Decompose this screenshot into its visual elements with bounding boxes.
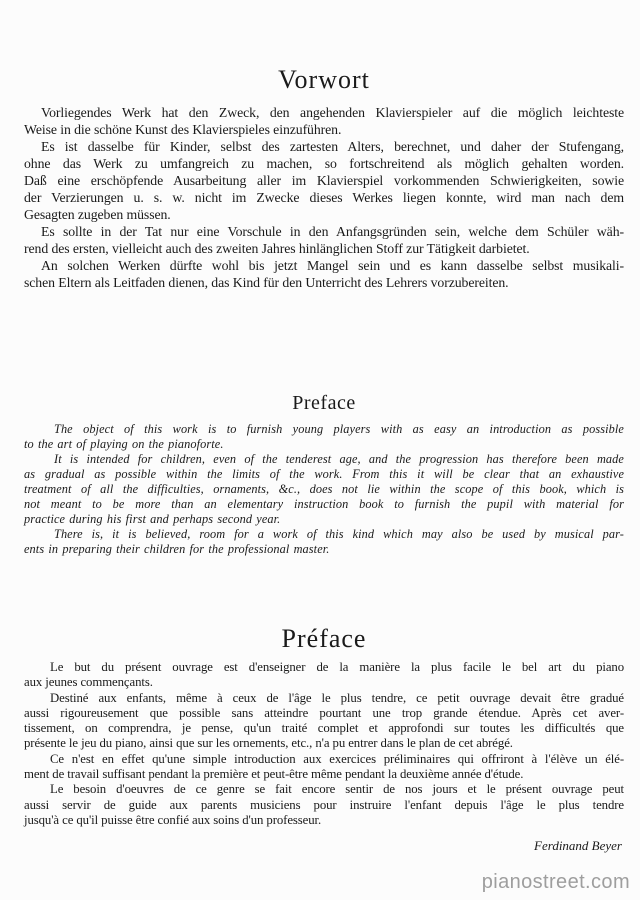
paragraph	[24, 691, 624, 752]
paragraph	[24, 138, 624, 223]
paragraph	[24, 782, 624, 828]
text-line: ents in preparing their children for the professional master.	[24, 542, 330, 556]
text-line: Es sollte in der Tat nur eine Vorschule in den Anfangsgründen sein, welche dem Schüler wäh-	[41, 224, 624, 239]
paragraph	[24, 422, 624, 452]
text-line: der Verzierungen u. s. w. nicht im Zwecke dieses Werkes liegen konnte, wird man nach dem	[24, 190, 624, 205]
text-line: treatment of all the difficulties, ornaments, &c., does not lie within the scope of this book, which is	[24, 482, 624, 496]
text-line: Gesagten zugeben müssen.	[24, 207, 171, 222]
paragraph	[24, 257, 624, 291]
text-line: schen Eltern als Leitfaden dienen, das Kind für den Unterricht des Lehrers vorzubereiten.	[24, 275, 509, 290]
preface-french-title: Préface	[281, 624, 367, 653]
text-line: An solchen Werken dürfte wohl bis jetzt Mangel sein und es kann dasselbe selbst musikali-	[41, 258, 624, 273]
text-line: Le but du présent ouvrage est d'enseigner de la manière la plus facile le bel art du piano	[50, 660, 624, 674]
paragraph	[24, 104, 624, 138]
text-line: tissement, on comprendra, je pense, qu'un traité complet et approfondi sur toutes les difficultés que	[24, 721, 624, 736]
text-line: Vorliegendes Werk hat den Zweck, den angehenden Klavierspieler auf die möglich leichteste	[41, 105, 624, 120]
preface-french-body-text	[24, 660, 624, 828]
text-line: as gradual as possible within the limits of the work. From this it will be clear that an exhaustive	[24, 467, 624, 481]
paragraph	[24, 223, 624, 257]
vorwort-title: Vorwort	[278, 65, 370, 94]
text-line: aux jeunes commençants.	[24, 675, 153, 690]
text-line: Es ist dasselbe für Kinder, selbst des zartesten Alters, berechnet, und daher der Stufengang,	[41, 139, 624, 154]
text-line: Daß eine erschöpfende Ausarbeitung aller im Klavierspiel vorkommenden Schwierigkeiten, sowie	[24, 173, 624, 188]
preface-english-title: Preface	[292, 392, 356, 414]
pianostreet-watermark: pianostreet.com	[481, 871, 630, 893]
text-line: The object of this work is to furnish young players with as easy an introduction as possible	[54, 422, 624, 436]
text-line: jusqu'à ce qu'il puisse être confié aux soins d'un professeur.	[24, 812, 322, 827]
preface-english-body-text	[24, 422, 624, 557]
text-line: Le besoin d'oeuvres de ce genre se fait encore sentir de nos jours et le présent ouvrage peut	[50, 782, 624, 797]
text-line: There is, it is believed, room for a work of this kind which may also be used by musical par-	[54, 527, 624, 541]
paragraph	[24, 660, 624, 691]
text-line: Weise in die schöne Kunst des Klavierspieles einzuführen.	[24, 122, 342, 137]
text-line: rend des ersten, vielleicht auch des zweiten Jahres hinlänglichen Stoff zur Tätigkeit darbietet.	[24, 241, 530, 256]
paragraph	[24, 752, 624, 783]
text-line: practice during his first and perhaps second year.	[24, 512, 281, 526]
vorwort-body-text	[24, 104, 624, 291]
section-preface-french	[24, 623, 624, 828]
text-line: aussi rigoureusement que possible sans atteindre pourtant une trop grande étendue. Après cet aver-	[24, 705, 624, 720]
text-line: ohne das Werk zu umfangreich zu machen, so fortschreitend als möglich gehalten worden.	[24, 156, 624, 171]
paragraph	[24, 527, 624, 557]
text-line: présente le jeu du piano, ainsi que sur les ornements, etc., n'a pu entrer dans le plan de cet abrégé.	[24, 736, 513, 751]
section-vorwort	[24, 64, 624, 291]
text-line: Ce n'est en effet qu'une simple introduction aux exercices préliminaires qui offriront à l'élève un élé-	[50, 751, 624, 766]
author-signature: Ferdinand Beyer	[534, 838, 622, 853]
text-line: not meant to be more than an elementary instruction book to furnish the pupil with material for	[24, 497, 624, 511]
text-line: Destiné aux enfants, même à ceux de l'âge le plus tendre, ce petit ouvrage devait être gradué	[50, 690, 624, 705]
text-line: It is intended for children, even of the tenderest age, and the progression has therefore been made	[54, 452, 624, 466]
text-line: aussi servir de guide aux parents musiciens pour instruire l'enfant depuis l'âge le plus tendre	[24, 797, 624, 812]
paragraph	[24, 452, 624, 527]
page-content-column	[24, 0, 624, 828]
text-line: ment de travail suffisant pendant la première et peut-être même pendant la deuxième année d'étude.	[24, 767, 524, 782]
text-line: to the art of playing on the pianoforte.	[24, 437, 224, 451]
section-preface-english	[24, 391, 624, 557]
